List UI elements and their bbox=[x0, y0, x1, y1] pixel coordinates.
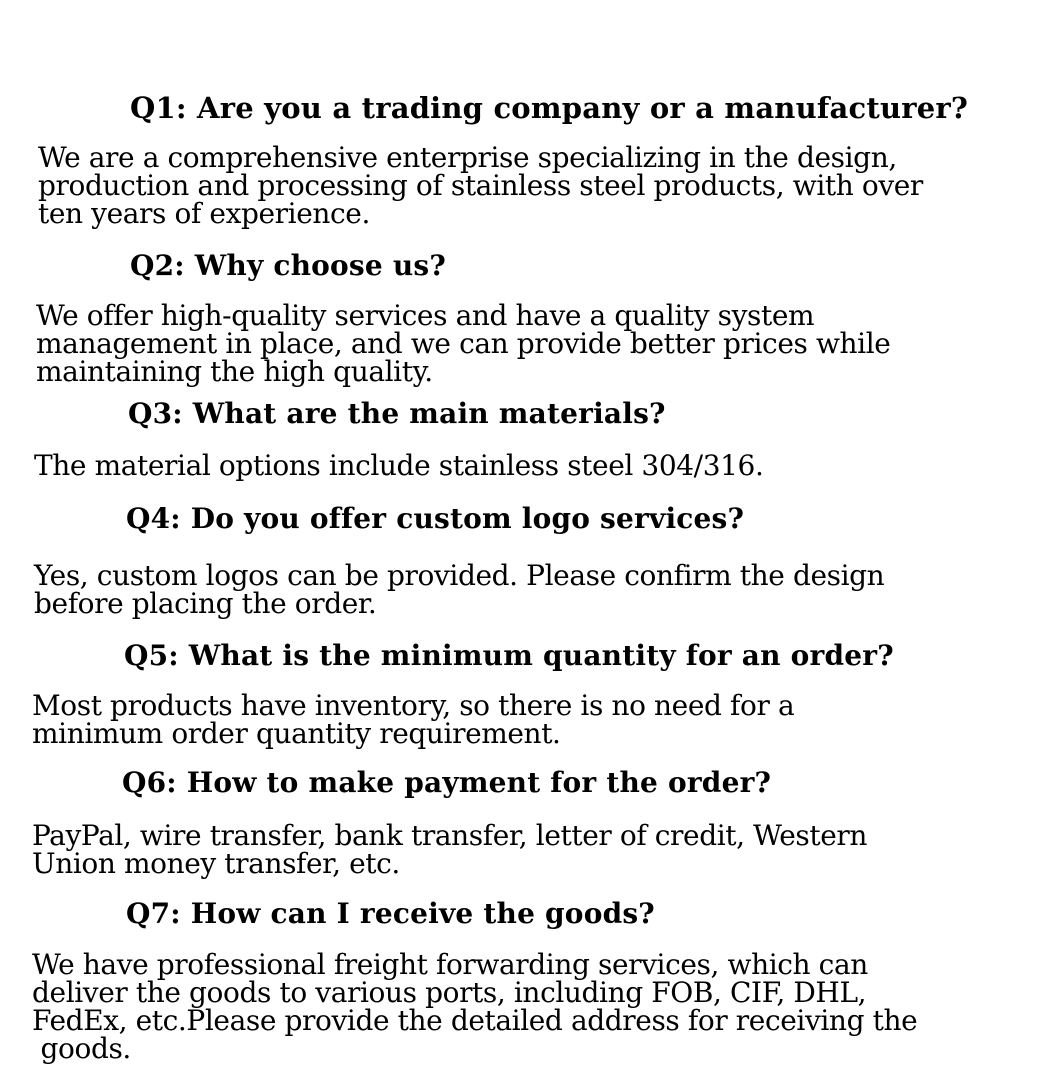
faq-answer-1 bbox=[38, 141, 923, 230]
answer-line: PayPal, wire transfer, bank transfer, letter of credit, Western bbox=[32, 819, 868, 852]
faq-question-5: Q5: What is the minimum quantity for an order? bbox=[124, 639, 894, 672]
faq-question-3: Q3: What are the main materials? bbox=[128, 397, 666, 430]
faq-question-2: Q2: Why choose us? bbox=[130, 249, 446, 282]
faq-question-1: Q1: Are you a trading company or a manufacturer? bbox=[130, 91, 969, 125]
answer-line: We have professional freight forwarding services, which can bbox=[32, 948, 868, 981]
answer-line: ten years of experience. bbox=[38, 197, 370, 230]
answer-line: The material options include stainless steel 304/316. bbox=[34, 449, 764, 482]
answer-line: FedEx, etc.Please provide the detailed address for receiving the bbox=[32, 1004, 918, 1037]
faq-answer-6 bbox=[32, 819, 868, 880]
answer-line: maintaining the high quality. bbox=[36, 355, 433, 388]
answer-line: Yes, custom logos can be provided. Please confirm the design bbox=[34, 559, 885, 592]
faq-answer-4 bbox=[34, 559, 885, 620]
faq-answer-3 bbox=[34, 449, 764, 482]
answer-line: production and processing of stainless steel products, with over bbox=[38, 169, 923, 202]
faq-question-7: Q7: How can I receive the goods? bbox=[126, 897, 655, 930]
answer-line: Union money transfer, etc. bbox=[32, 847, 400, 880]
answer-line: We are a comprehensive enterprise specializing in the design, bbox=[38, 141, 897, 174]
faq-question-4: Q4: Do you offer custom logo services? bbox=[126, 502, 745, 535]
answer-line: before placing the order. bbox=[34, 587, 377, 620]
faq-answer-2 bbox=[36, 299, 891, 388]
faq-answer-5 bbox=[32, 689, 795, 750]
answer-line: management in place, and we can provide better prices while bbox=[36, 327, 891, 360]
answer-line: deliver the goods to various ports, including FOB, CIF, DHL, bbox=[32, 976, 867, 1009]
answer-line: minimum order quantity requirement. bbox=[32, 717, 561, 750]
faq-question-6: Q6: How to make payment for the order? bbox=[122, 766, 772, 799]
answer-line: Most products have inventory, so there is no need for a bbox=[32, 689, 795, 722]
faq-answer-7 bbox=[32, 948, 918, 1065]
answer-line: goods. bbox=[32, 1032, 131, 1065]
answer-line: We offer high-quality services and have a quality system bbox=[36, 299, 815, 332]
